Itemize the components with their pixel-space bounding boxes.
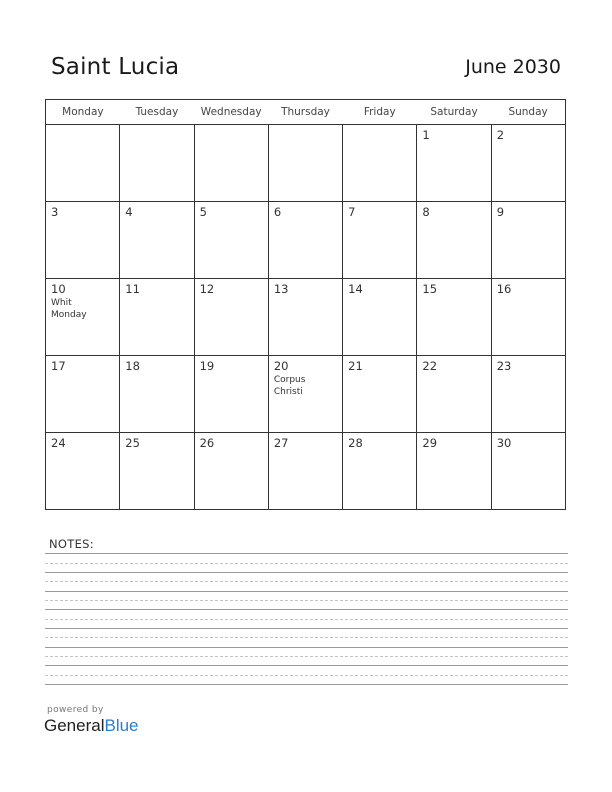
note-line [45,656,568,657]
day-number: 20 [273,359,289,373]
day-cell [343,202,417,279]
day-number: 7 [348,205,356,219]
note-line [45,637,568,638]
holiday-label-line: Monday [51,310,87,320]
weekday-header: Friday [343,100,417,125]
weekday-header: Sunday [491,100,565,125]
day-cell [194,125,268,202]
holiday-label [274,374,337,398]
week-row [46,433,566,510]
day-number: 11 [125,282,140,296]
weekday-header: Thursday [268,100,342,125]
weekday-header: Wednesday [194,100,268,125]
note-line [45,675,568,676]
day-cell [343,356,417,433]
note-line [45,600,568,601]
day-cell [194,433,268,510]
day-cell [46,125,120,202]
day-number: 17 [51,359,66,373]
note-line [45,665,568,666]
day-cell [491,279,565,356]
day-number: 13 [273,282,289,296]
day-cell [268,356,342,433]
day-cell [46,433,120,510]
day-number: 29 [422,436,438,450]
day-number: 18 [125,359,140,373]
day-cell [417,202,491,279]
week-row [46,202,566,279]
powered-by-label: powered by [47,705,104,715]
day-cell [194,202,268,279]
note-line [45,609,568,610]
day-cell [46,202,120,279]
day-cell [120,202,194,279]
day-cell [120,279,194,356]
note-line [45,684,568,685]
day-number: 27 [273,436,289,450]
day-number: 26 [199,436,215,450]
day-cell [120,125,194,202]
day-cell [417,433,491,510]
day-cell [194,279,268,356]
day-cell [343,279,417,356]
day-number: 30 [496,436,512,450]
day-cell [268,433,342,510]
holiday-label-line: Corpus [273,375,306,385]
day-number: 14 [348,282,363,296]
weekday-header-row [46,100,566,125]
brand-logo [44,716,139,736]
brand-general: General [44,716,105,735]
note-line [45,581,568,582]
holiday-label-line: Whit [51,298,72,308]
week-row [46,125,566,202]
day-cell [120,356,194,433]
weekday-header: Tuesday [120,100,194,125]
note-line [45,591,568,592]
day-number: 22 [422,359,438,373]
day-cell [417,356,491,433]
day-cell [194,356,268,433]
day-cell [46,279,120,356]
day-cell [417,279,491,356]
note-line [45,628,568,629]
day-number: 4 [125,205,133,219]
day-number: 1 [422,128,430,142]
brand-blue: Blue [104,716,139,735]
day-number: 25 [125,436,140,450]
week-row [46,356,566,433]
holiday-label-line: Christi [273,387,303,397]
holiday-label [51,297,114,321]
day-number: 10 [51,282,66,296]
weekday-header: Saturday [417,100,491,125]
day-number: 3 [51,205,59,219]
calendar-grid [45,99,566,510]
day-cell [417,125,491,202]
day-cell [268,125,342,202]
weekday-header: Monday [46,100,120,125]
day-cell [491,125,565,202]
day-cell [120,433,194,510]
day-cell [268,202,342,279]
month-title: June 2030 [465,56,561,78]
note-line [45,563,568,564]
day-cell [491,433,565,510]
note-line [45,572,568,573]
day-number: 15 [422,282,438,296]
day-number: 21 [348,359,363,373]
country-title: Saint Lucia [51,54,180,80]
day-cell [46,356,120,433]
day-cell [343,433,417,510]
day-cell [491,356,565,433]
day-number: 6 [273,205,282,219]
day-number: 23 [496,359,512,373]
day-number: 2 [496,128,505,142]
day-cell [343,125,417,202]
day-number: 28 [348,436,363,450]
week-row [46,279,566,356]
day-number: 5 [199,205,207,219]
note-line [45,647,568,648]
day-number: 16 [496,282,512,296]
note-line [45,619,568,620]
day-cell [268,279,342,356]
day-number: 8 [422,205,430,219]
notes-label: NOTES: [49,537,94,551]
day-number: 19 [199,359,215,373]
day-cell [491,202,565,279]
day-number: 24 [51,436,66,450]
day-number: 9 [496,205,505,219]
day-number: 12 [199,282,215,296]
note-line [45,553,568,554]
